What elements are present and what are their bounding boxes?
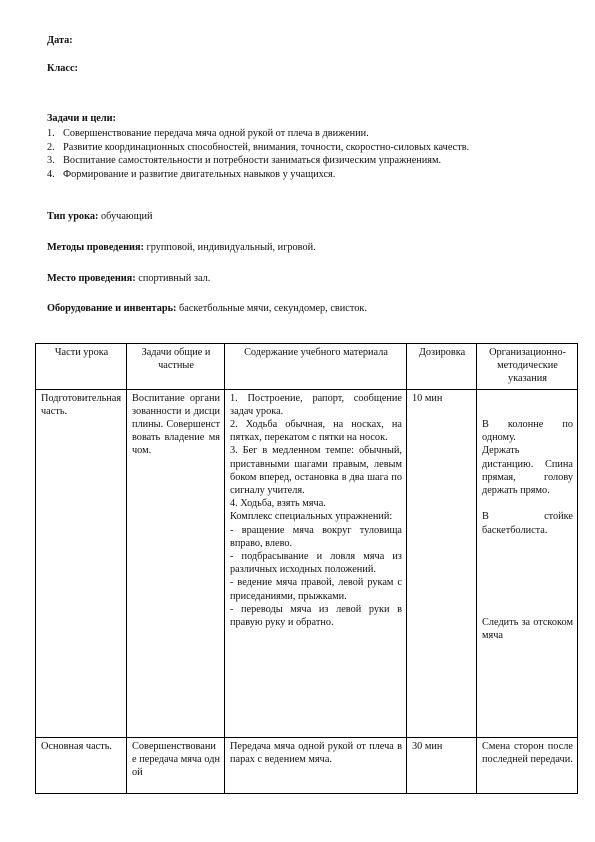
- lesson-methods: Методы проведения: групповой, индивидуальный, игровой.: [47, 242, 316, 253]
- cell-content: 1. Построение, рапорт, сообщение задач урока. 2. Ходьба обычная, на носках, на пятках, перекатом с пятки на носок. 3. Бег в медленном темпе: обычный, приставными шагами правым, левым боком вперед, остановка в два шага по сигналу учителя. 4. Ходьба, взять мяча. Комплекс специальных упражнений: - вращение мяча вокруг туловища вправо, влево. - подбрасывание и ловля мяча из различных исходных положений. - ведение мяча правой, левой рукам с приседаниями, прыжками. - переводы мяча из левой руки в правую руку и обратно.: [225, 389, 407, 737]
- lesson-place: Место проведения: спортивный зал.: [47, 273, 211, 284]
- header-dosage: Дозировка: [407, 344, 477, 390]
- class-label: Класс:: [47, 63, 78, 74]
- cell-dosage: 30 мин: [407, 737, 477, 793]
- task-item: 4. Формирование и развитие двигательных навыков у учащихся.: [47, 168, 336, 180]
- task-item: 2. Развитие координационных способностей, внимания, точности, скоростно-силовых качеств.: [47, 141, 470, 153]
- header-parts: Части урока: [36, 344, 127, 390]
- tasks-title: Задачи и цели:: [47, 113, 116, 124]
- table-row: [36, 737, 578, 793]
- cell-dosage: 10 мин: [407, 389, 477, 737]
- table-row: [36, 389, 578, 737]
- header-tasks: Задачи общие и частные: [127, 344, 225, 390]
- task-item: 3. Воспитание самостоятельности и потребности заниматься физическим упражнениям.: [47, 155, 442, 167]
- lesson-equipment: Оборудование и инвентарь: баскетбольные мячи, секундомер, свисток.: [47, 303, 367, 314]
- lesson-type: Тип урока: обучающий: [47, 211, 153, 222]
- cell-tasks: Совершенствование передача мяча одной: [127, 737, 225, 793]
- table-header-row: [36, 344, 578, 390]
- date-label: Дата:: [47, 35, 73, 46]
- header-content: Содержание учебного материала: [225, 344, 407, 390]
- task-item: 1. Совершенствование передача мяча одной рукой от плеча в движении.: [47, 128, 369, 139]
- cell-tasks: Воспитание организованности и дисциплины. Совершенствовать владение мячом.: [127, 389, 225, 737]
- cell-notes: Смена сторон после последней передачи.: [477, 737, 578, 793]
- cell-part: Подготовительная часть.: [36, 389, 127, 737]
- header-notes: Организационно-методические указания: [477, 344, 578, 390]
- tasks-list: [47, 127, 469, 181]
- cell-content: Передача мяча одной рукой от плеча в парах с ведением мяча.: [225, 737, 407, 793]
- cell-notes: В колонне по одному. Держать дистанцию. Спина прямая, голову держать прямо. В стойке баскетболиста. Следить за отскоком мяча: [477, 389, 578, 737]
- lesson-table: [35, 343, 578, 794]
- cell-part: Основная часть.: [36, 737, 127, 793]
